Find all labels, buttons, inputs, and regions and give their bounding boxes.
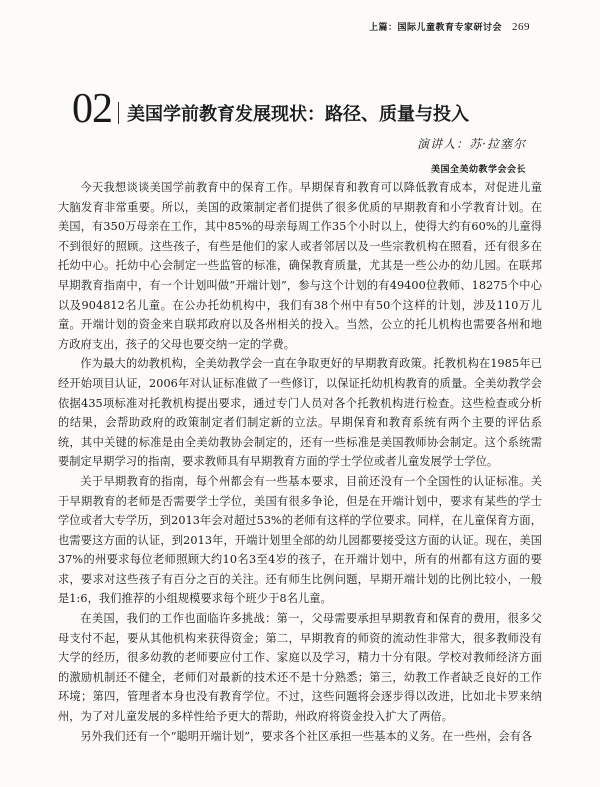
chapter-heading — [72, 88, 469, 130]
running-head — [369, 20, 530, 33]
chapter-number: 02 — [72, 86, 112, 132]
paragraph: 另外我们还有一个“聪明开端计划”，要求各个社区承担一些基本的义务。在一些州，会有各 — [80, 729, 533, 743]
page-number: 269 — [512, 21, 530, 33]
speaker-organization: 美国全美幼教学会会长 — [430, 165, 526, 175]
speaker-name: 演讲人：苏·拉塞尔 — [417, 137, 526, 151]
paragraph: 今天我想谈谈美国学前教育中的保育工作。早期保育和教育可以降低教育成本，对促进儿童大脑发育非常重要。所以，美国的政策制定者们提供了很多优质的早期教育和小学教育计划。在美国，有350万母亲在工作，其中85%的母亲每周工作35个小时以上，使得大约有60%的儿童得不到很好的照顾。这些孩子，有些是他们的家人或者邻居以及一些宗教机构在照看，还有很多在托幼中心。托幼中心会制定一些监管的标准，确保教育质量，尤其是一些公办的幼儿园。在联邦早期教育指南中，有一个计划叫做“开端计划”，参与这个计划的有49400位教师、18275个中心以及904812名儿童。在公办托幼机构中，我们有38个州中有50个这样的计划，涉及110万儿童。开端计划的资金来自联邦政府以及各州相关的投入。当然，公立的托儿机构也需要各州和地方政府支出，孩子的父母也要交纳一定的学费。 — [58, 181, 542, 351]
running-head-title: 上篇：国际儿童教育专家研讨会 — [368, 23, 502, 33]
body-text — [58, 178, 542, 746]
paragraph: 作为最大的幼教机构，全美幼教学会一直在争取更好的早期教育政策。托教机构在1985年已经开始项目认证，2006年对认证标准做了一些修订，以保证托幼机构教育的质量。全美幼教学会依据435项标准对托教机构提出要求，通过专门人员对各个托教机构进行检查。这些检查或分析的结果，会帮助政府的政策制定者们制定新的立法。早期保育和教育系统有两个主要的评估系统，其中关键的标准是由全美幼教协会制定的，还有一些标准是美国教师协会制定。这个系统需要制定早期学习的指南，要求教师具有早期教育方面的学士学位或者儿童发展学士学位。 — [58, 357, 542, 469]
chapter-divider — [118, 102, 119, 124]
speaker-block — [417, 135, 526, 175]
paragraph: 关于早期教育的指南，每个州都会有一些基本要求，目前还没有一个全国性的认证标准。关于早期教育的老师是否需要学士学位，美国有很多争论，但是在开端计划中，要求有某些的学士学位或者大专学历，到2013年会对超过53%的老师有这样的学位要求。同样，在儿童保育方面，也需要这方面的认证，到2013年，开端计划里全部的幼儿园都要接受这方面的认证。现在，美国37%的州要求每位老师照顾大约10名3至4岁的孩子，在开端计划中，所有的州都有这方面的要求，要求对这些孩子有百分之百的关注。还有师生比例问题，早期开端计划的比例比较小，一般是1:6，我们推荐的小组规模要求每个班少于8名儿童。 — [58, 474, 542, 606]
paragraph: 在美国，我们的工作也面临许多挑战：第一，父母需要承担早期教育和保育的费用，很多父母支付不起，要从其他机构来获得资金；第二，早期教育的师资的流动性非常大，很多教师没有大学的经历，很多幼教的老师要应付工作、家庭以及学习，精力十分有限。学校对教师经济方面的激励机制还不健全，老师们对最新的技术还不是十分熟悉；第三，幼教工作者缺乏良好的工作环境；第四，管理者本身也没有教育学位。不过，这些问题将会逐步得以改进，比如北卡罗来纳州，为了对儿童发展的多样性给予更大的帮助，州政府将资金投入扩大了两倍。 — [58, 612, 542, 724]
chapter-title: 美国学前教育发展现状：路径、质量与投入 — [127, 104, 469, 125]
